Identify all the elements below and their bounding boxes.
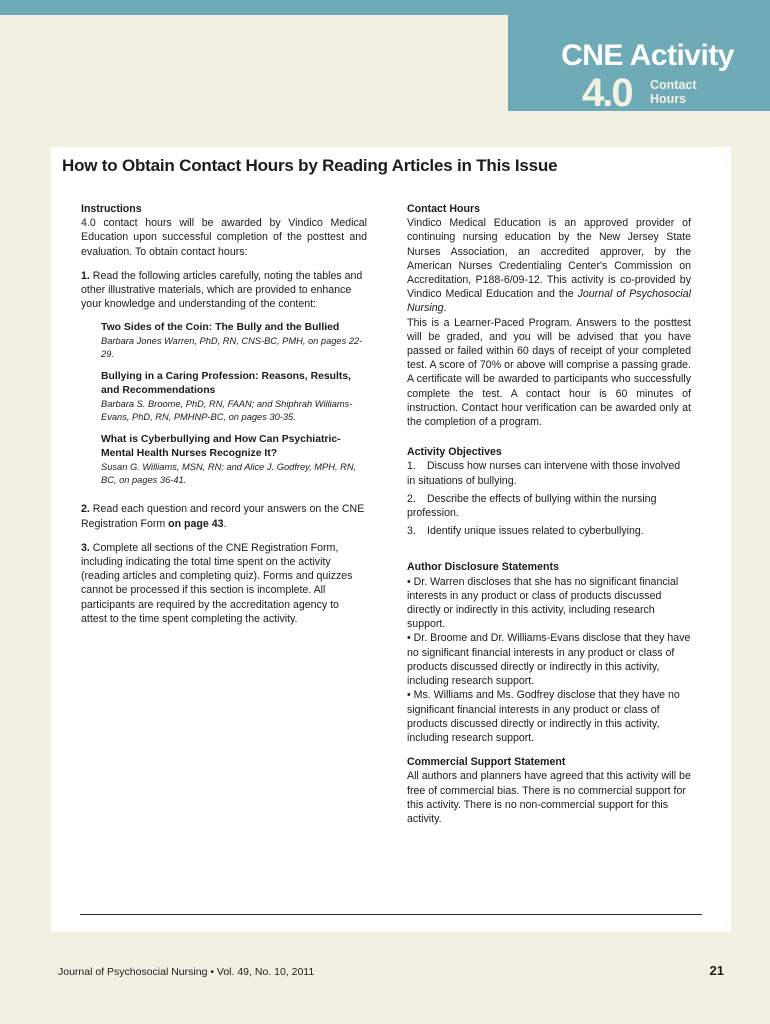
article-item <box>101 370 367 424</box>
commercial-support-text: All authors and planners have agreed that this activity will be free of commercial bias. There is no commercial support for this activity. There is no non-commercial support for this activity. <box>407 770 691 825</box>
step-2-end: . <box>223 517 227 530</box>
article-title: Bullying in a Caring Profession: Reasons, Results, and Recommendations <box>101 371 352 397</box>
article-item <box>101 321 367 361</box>
objective-text: Identify unique issues related to cyberbullying. <box>427 525 644 538</box>
step-2-page-ref: on page 43 <box>168 517 224 530</box>
right-column <box>407 202 691 826</box>
page-number: 21 <box>709 963 724 978</box>
article-authors: Susan G. Williams, MSN, RN; and Alice J. Godfrey, MPH, RN, BC, on pages 36-41. <box>101 462 357 486</box>
objective-item <box>407 459 691 487</box>
article-authors: Barbara S. Broome, PhD, RN, FAAN; and Shiphrah Williams-Evans, PhD, RN, PMHNP-BC, on pages 30-35. <box>101 399 353 423</box>
objective-number: 2. <box>407 492 416 505</box>
contact-hours-heading: Contact Hours <box>407 203 480 215</box>
commercial-support-heading: Commercial Support Statement <box>407 756 566 769</box>
step-3-number: 3. <box>81 541 90 554</box>
contact-hours-text-main: Vindico Medical Education is an approved provider of continuing nursing education by the New Jersey State Nurses Association, an accredited approver, by the American Nurses Credentialing Center's Commission on Accreditation, P188-6/09-12. This activity is co-provided by Vindico Medical Education and the <box>407 217 691 301</box>
journal-name: Journal of Psychosocial Nursing <box>407 288 692 315</box>
instructions-text: 4.0 contact hours will be awarded by Vindico Medical Education upon successful completion of the posttest and evaluation. To obtain contact hours: <box>81 217 367 258</box>
badge-hours-number: 4.0 <box>582 71 632 115</box>
top-bar <box>0 0 770 15</box>
disclosure-item: • Dr. Warren discloses that she has no significant financial interests in any product or class of products discussed directly or indirectly in this activity, including research support. <box>407 575 679 631</box>
step-1 <box>81 269 367 312</box>
objective-text: Discuss how nurses can intervene with those involved in situations of bullying. <box>407 460 681 487</box>
disclosure-heading: Author Disclosure Statements <box>407 561 559 574</box>
cne-activity-badge <box>508 15 770 115</box>
page-title: How to Obtain Contact Hours by Reading Articles in This Issue <box>62 156 558 175</box>
disclosure-item: • Ms. Williams and Ms. Godfrey disclose that they have no significant financial interests in any product or class of products discussed directly or indirectly in this activity, including research support. <box>407 689 680 744</box>
objective-item <box>407 524 691 538</box>
objective-number: 3. <box>407 525 416 538</box>
badge-unit-line1: Contact <box>650 78 697 92</box>
objective-text: Describe the effects of bullying within the nursing profession. <box>407 492 657 520</box>
step-2-text: Read each question and record your answers on the CNE Registration Form <box>81 503 365 530</box>
content-panel <box>51 147 731 932</box>
step-2 <box>81 502 367 530</box>
disclosure-item: • Dr. Broome and Dr. Williams-Evans disclose that they have no significant financial interests in any product or class of products discussed directly or indirectly in this activity, including research support. <box>407 632 691 688</box>
step-2-number: 2. <box>81 503 90 516</box>
program-text: This is a Learner-Paced Program. Answers to the posttest will be graded, and you will be advised that you have passed or failed within 60 days of receipt of your completed test. A score of 70% or above will comprise a passing grade. A certificate will be awarded to participants who successfully complete the test. A contact hour is 60 minutes of instruction. Contact hour verification can be awarded only at the completion of a program. <box>407 316 691 429</box>
article-item <box>101 433 367 487</box>
objective-item <box>407 492 691 520</box>
contact-hours-text-end: . <box>443 302 447 315</box>
article-title: Two Sides of the Coin: The Bully and the Bullied <box>101 322 340 334</box>
step-1-text: Read the following articles carefully, noting the tables and other illustrative materials, which are provided to enhance your knowledge and understanding of the content: <box>81 269 363 311</box>
badge-title: CNE Activity <box>561 39 734 72</box>
left-column <box>81 202 367 636</box>
step-3-text: Complete all sections of the CNE Registration Form, including indicating the total time spent on the activity (reading articles and completing quiz). Forms and quizzes cannot be processed if this section is incomplete. All participants are required by the accreditation agency to attest to the time spent completing the activity. <box>81 541 353 625</box>
step-1-number: 1. <box>81 269 90 282</box>
article-authors: Barbara Jones Warren, PhD, RN, CNS-BC, PMH, on pages 22-29. <box>101 336 363 360</box>
objectives-heading: Activity Objectives <box>407 446 502 459</box>
contact-hours-text <box>407 216 691 315</box>
badge-unit-line2: Hours <box>650 92 687 106</box>
instructions-heading: Instructions <box>81 203 142 215</box>
step-3 <box>81 541 367 626</box>
article-title: What is Cyberbullying and How Can Psychiatric-Mental Health Nurses Recognize It? <box>101 434 341 460</box>
divider <box>80 914 702 915</box>
objective-number: 1. <box>407 460 416 473</box>
journal-citation: Journal of Psychosocial Nursing • Vol. 49, No. 10, 2011 <box>58 966 315 978</box>
